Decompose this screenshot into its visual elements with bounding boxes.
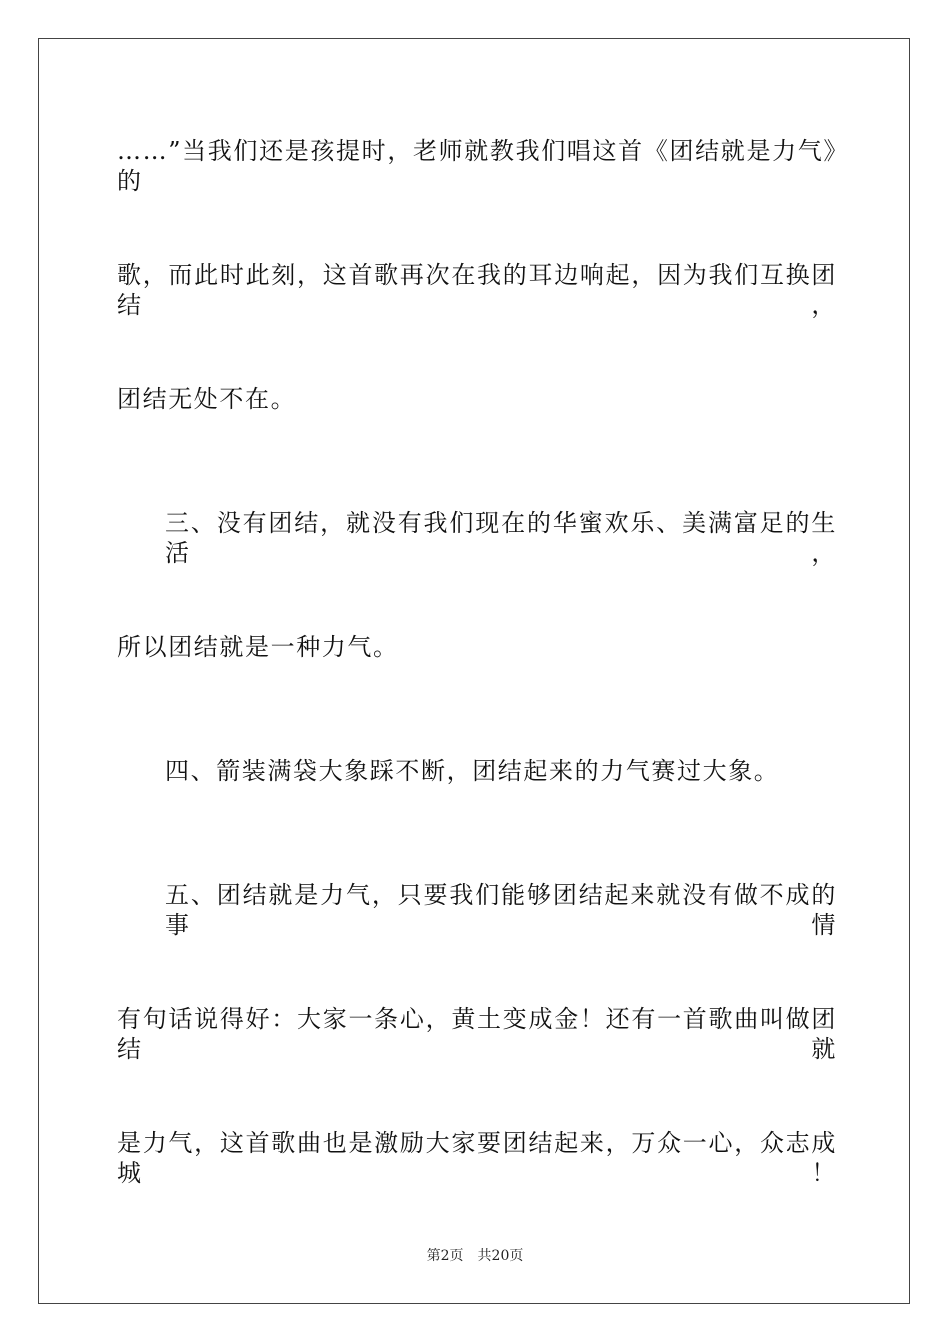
- paragraph-line-3: 团结无处不在。: [117, 385, 297, 413]
- paragraph-line-6: 四、箭装满袋大象踩不断，团结起来的力气赛过大象。: [165, 757, 780, 785]
- paragraph-line-7: 五、团结就是力气，只要我们能够团结起来就没有做不成的事情: [165, 881, 837, 939]
- paragraph-line-9: 是力气，这首歌曲也是激励大家要团结起来，万众一心，众志成城！: [117, 1129, 837, 1187]
- page-number: 第2页: [426, 1248, 464, 1264]
- paragraph-line-4: 三、没有团结，就没有我们现在的华蜜欢乐、美满富足的生活，: [165, 509, 837, 567]
- page-total: 共20页: [477, 1248, 524, 1264]
- paragraph-line-8: 有句话说得好：大家一条心，黄土变成金！还有一首歌曲叫做团结就: [117, 1005, 837, 1063]
- paragraph-line-1: ……”当我们还是孩提时，老师就教我们唱这首《团结就是力气》的: [117, 137, 837, 195]
- paragraph-line-2: 歌，而此时此刻，这首歌再次在我的耳边响起，因为我们互换团结，: [117, 261, 837, 319]
- page-border: [38, 38, 910, 1304]
- page-footer: [0, 1247, 950, 1265]
- paragraph-line-5: 所以团结就是一种力气。: [117, 633, 399, 661]
